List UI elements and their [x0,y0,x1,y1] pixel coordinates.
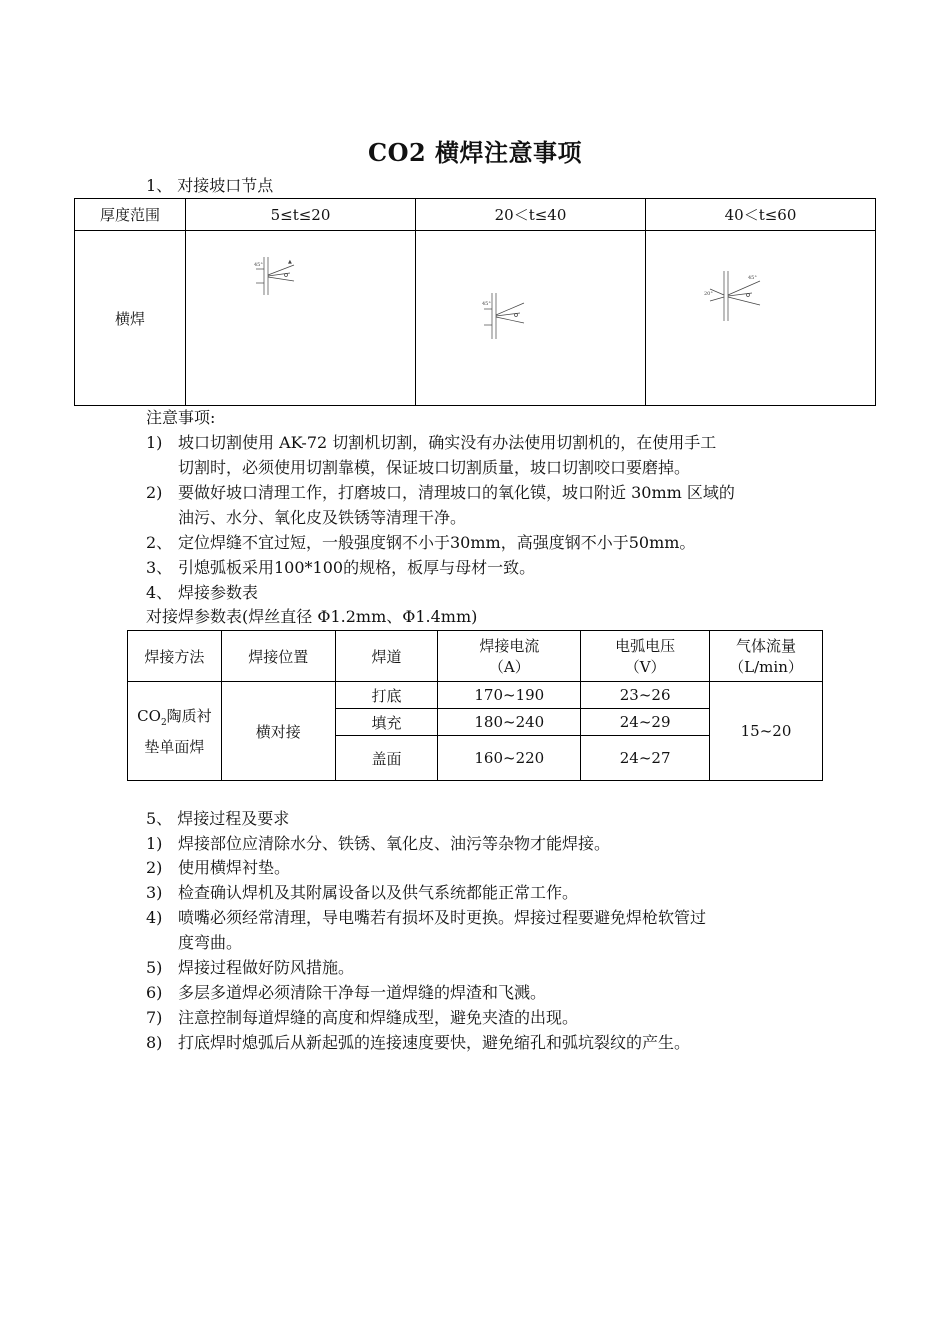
header-gas [710,631,823,682]
requirement-line: 度弯曲。 [178,933,243,952]
thickness-header-2: 20＜t≤40 [416,199,646,231]
requirement-line: 打底焊时熄弧后从新起弧的连接速度要快，避免缩孔和弧坑裂纹的产生。 [178,1033,691,1052]
header-method: 焊接方法 [128,631,222,682]
page-title: CO2 横焊注意事项 [367,138,583,167]
method-post: 陶质衬垫单面焊 [144,706,212,756]
position-cell: 横对接 [221,682,335,781]
note-line: 要做好坡口清理工作，打磨坡口，清理坡口的氧化镆，坡口附近 30mm 区域的 [178,483,735,502]
gas-flow-cell: 15~20 [710,682,823,781]
groove-diagram-3 [646,231,875,405]
note-line: 定位焊缝不宜过短，一般强度钢不小于30mm，高强度钢不小于50mm。 [178,533,696,552]
header-current-unit: （A） [488,658,530,676]
svg-text:20°: 20° [704,291,713,297]
voltage-cell: 24~27 [581,736,710,781]
header-position: 焊接位置 [221,631,335,682]
requirement-line: 使用横焊衬垫。 [178,858,291,877]
groove-diagram-cell-1 [186,231,416,406]
note-num: 2、 [146,533,173,552]
requirement-num: 2) [146,858,163,877]
svg-text:45°: 45° [254,262,263,268]
header-gas-label: 气体流量 [736,637,797,655]
requirement-line: 多层多道焊必须清除干净每一道焊缝的焊渣和飞溅。 [178,983,547,1002]
thickness-range-header: 厚度范围 [75,199,186,231]
groove-diagram-cell-3 [646,231,876,406]
current-cell: 170~190 [438,682,581,709]
section-1-heading: 1、 对接坡口节点 [146,176,274,195]
requirement-line: 焊接部位应清除水分、铁锈、氧化皮、油污等杂物才能焊接。 [178,834,611,853]
svg-text:45°: 45° [748,275,757,281]
requirement-num: 3) [146,883,163,902]
svg-text:45°: 45° [482,301,491,307]
header-voltage-unit: （V） [624,658,666,676]
note-num: 4、 [146,583,173,602]
note-num: 2) [146,483,163,502]
horizontal-weld-label: 横焊 [75,231,186,406]
note-num: 3、 [146,558,173,577]
requirement-num: 1) [146,834,163,853]
voltage-cell: 23~26 [581,682,710,709]
note-line: 坡口切割使用 AK-72 切割机切割，确实没有办法使用切割机的，在使用手工 [178,433,717,452]
header-voltage [581,631,710,682]
note-num: 1) [146,433,163,452]
header-current [438,631,581,682]
note-line: 油污、水分、氧化皮及铁锈等清理干净。 [178,508,467,527]
method-pre: CO [137,706,161,725]
requirement-line: 检查确认焊机及其附属设备以及供气系统都能正常工作。 [178,883,579,902]
pass-cell: 填充 [335,709,438,736]
welding-parameter-table [127,630,823,781]
voltage-cell: 24~29 [581,709,710,736]
method-sub: 2 [160,717,167,728]
header-current-label: 焊接电流 [479,637,540,655]
groove-table [74,198,876,406]
current-cell: 180~240 [438,709,581,736]
header-gas-unit: （L/min） [729,658,803,676]
requirement-num: 8) [146,1033,163,1052]
requirement-line: 注意控制每道焊缝的高度和焊缝成型，避免夹渣的出现。 [178,1008,579,1027]
groove-diagram-2 [416,231,645,405]
groove-diagram-1 [186,231,415,405]
thickness-header-3: 40＜t≤60 [646,199,876,231]
pass-cell: 盖面 [335,736,438,781]
section-5-heading: 5、 焊接过程及要求 [146,809,290,828]
note-line: 焊接参数表 [178,583,259,602]
note-line: 引熄弧板采用100*100的规格，板厚与母材一致。 [178,558,536,577]
current-cell: 160~220 [438,736,581,781]
requirement-num: 6) [146,983,163,1002]
param-table-caption: 对接焊参数表(焊丝直径 Φ1.2mm、Φ1.4mm) [146,607,478,626]
method-cell [128,682,222,781]
svg-text:▲: ▲ [288,259,292,265]
pass-cell: 打底 [335,682,438,709]
requirement-num: 7) [146,1008,163,1027]
header-voltage-label: 电弧电压 [615,637,676,655]
notes-heading: 注意事项: [146,408,216,427]
groove-diagram-cell-2 [416,231,646,406]
note-line: 切割时，必须使用切割靠模，保证坡口切割质量，坡口切割咬口要磨掉。 [178,458,691,477]
requirement-line: 焊接过程做好防风措施。 [178,958,355,977]
requirement-num: 5) [146,958,163,977]
header-pass: 焊道 [335,631,438,682]
requirement-num: 4) [146,908,163,927]
thickness-header-1: 5≤t≤20 [186,199,416,231]
requirement-line: 喷嘴必须经常清理，导电嘴若有损坏及时更换。焊接过程要避免焊枪软管过 [178,908,707,927]
